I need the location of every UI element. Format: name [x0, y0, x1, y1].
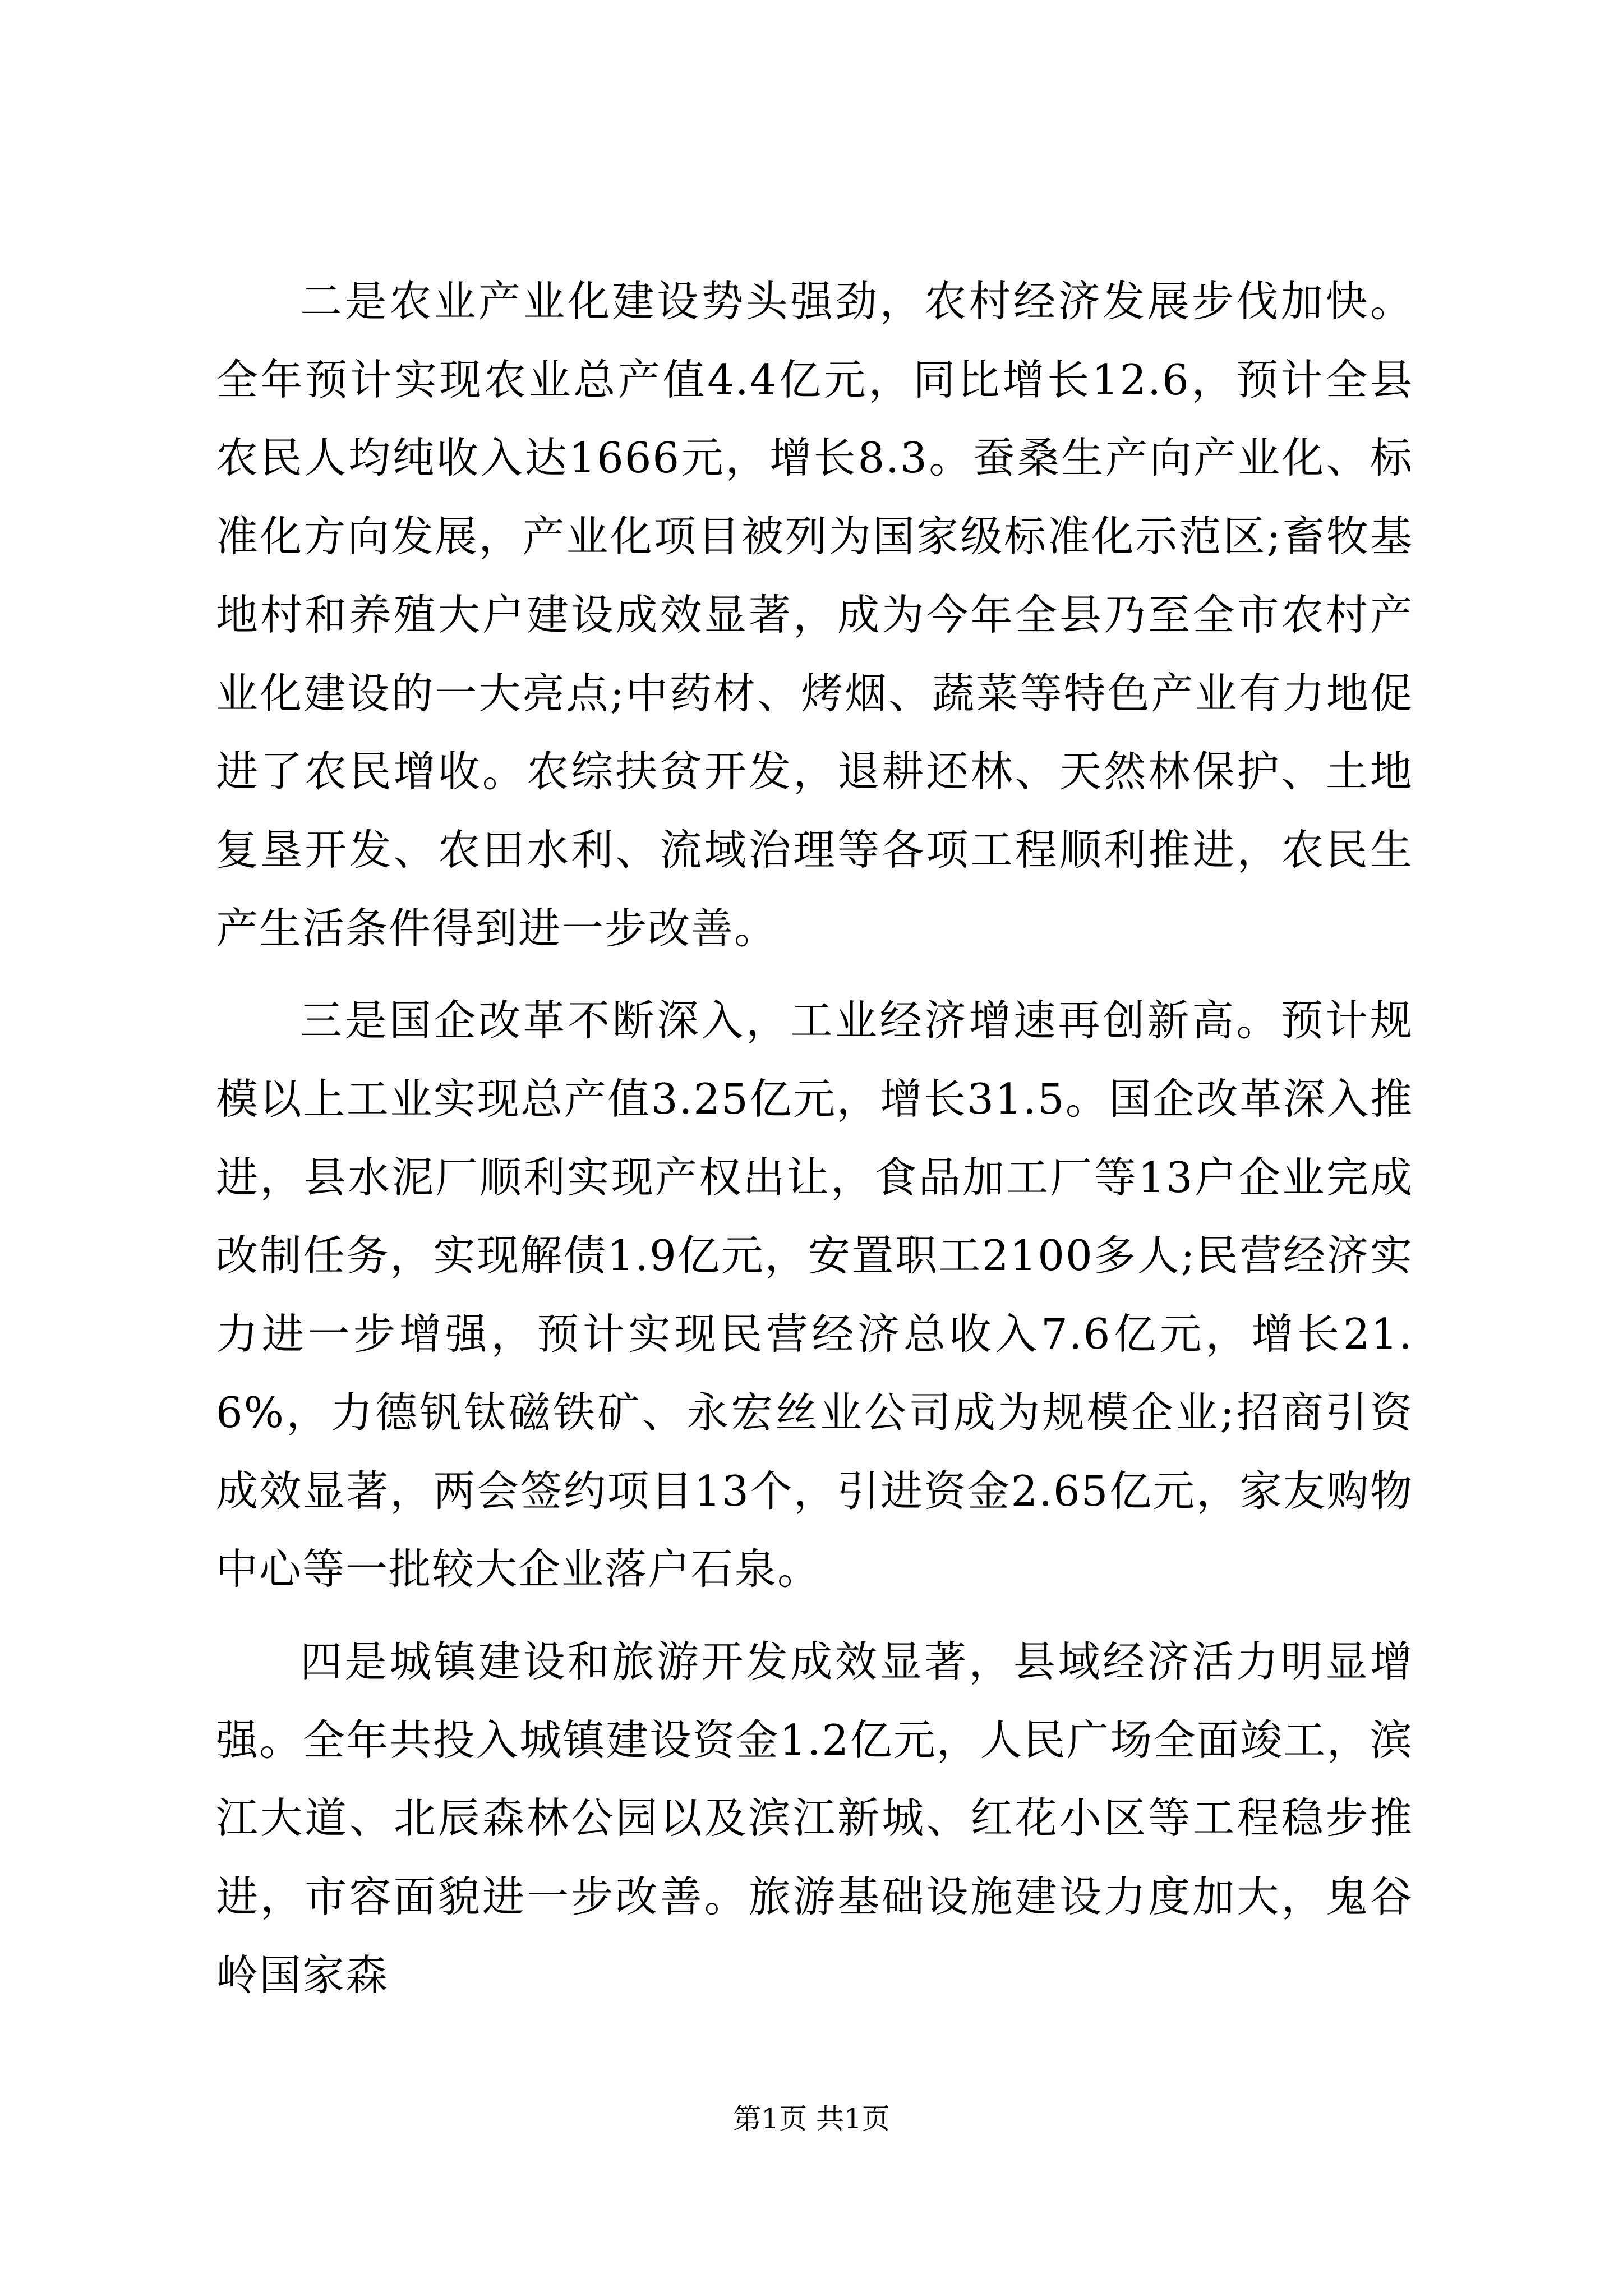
paragraph-urban-tourism: 四是城镇建设和旅游开发成效显著，县域经济活力明显增强。全年共投入城镇建设资金1.2亿元，人民广场全面竣工，滨江大道、北辰森林公园以及滨江新城、红花小区等工程稳步推进，市容面貌进一步改善。旅游基础设施建设力度加大，鬼谷岭国家森 — [216, 1636, 1413, 2000]
paragraph-agriculture: 二是农业产业化建设势头强劲，农村经济发展步伐加快。全年预计实现农业总产值4.4亿元，同比增长12.6，预计全县农民人均纯收入达1666元，增长8.3。蚕桑生产向产业化、标准化方向发展，产业化项目被列为国家级标准化示范区;畜牧基地村和养殖大户建设成效显著，成为今年全县乃至全市农村产业化建设的一大亮点;中药材、烤烟、蔬菜等特色产业有力地促进了农民增收。农综扶贫开发，退耕还林、天然林保护、土地复垦开发、农田水利、流域治理等各项工程顺利推进，农民生产生活条件得到进一步改善。 — [216, 277, 1413, 953]
paragraph-industry: 三是国企改革不断深入，工业经济增速再创新高。预计规模以上工业实现总产值3.25亿元，增长31.5。国企改革深入推进，县水泥厂顺利实现产权出让，食品加工厂等13户企业完成改制任务，实现解债1.9亿元，安置职工2100多人;民营经济实力进一步增强，预计实现民营经济总收入7.6亿元，增长21.6%，力德钒钛磁铁矿、永宏丝业公司成为规模企业;招商引资成效显著，两会签约项目13个，引进资金2.65亿元，家友购物中心等一批较大企业落户石泉。 — [216, 996, 1413, 1594]
document-body — [216, 263, 1413, 2014]
page-footer: 第1页 共1页 — [733, 2102, 890, 2135]
